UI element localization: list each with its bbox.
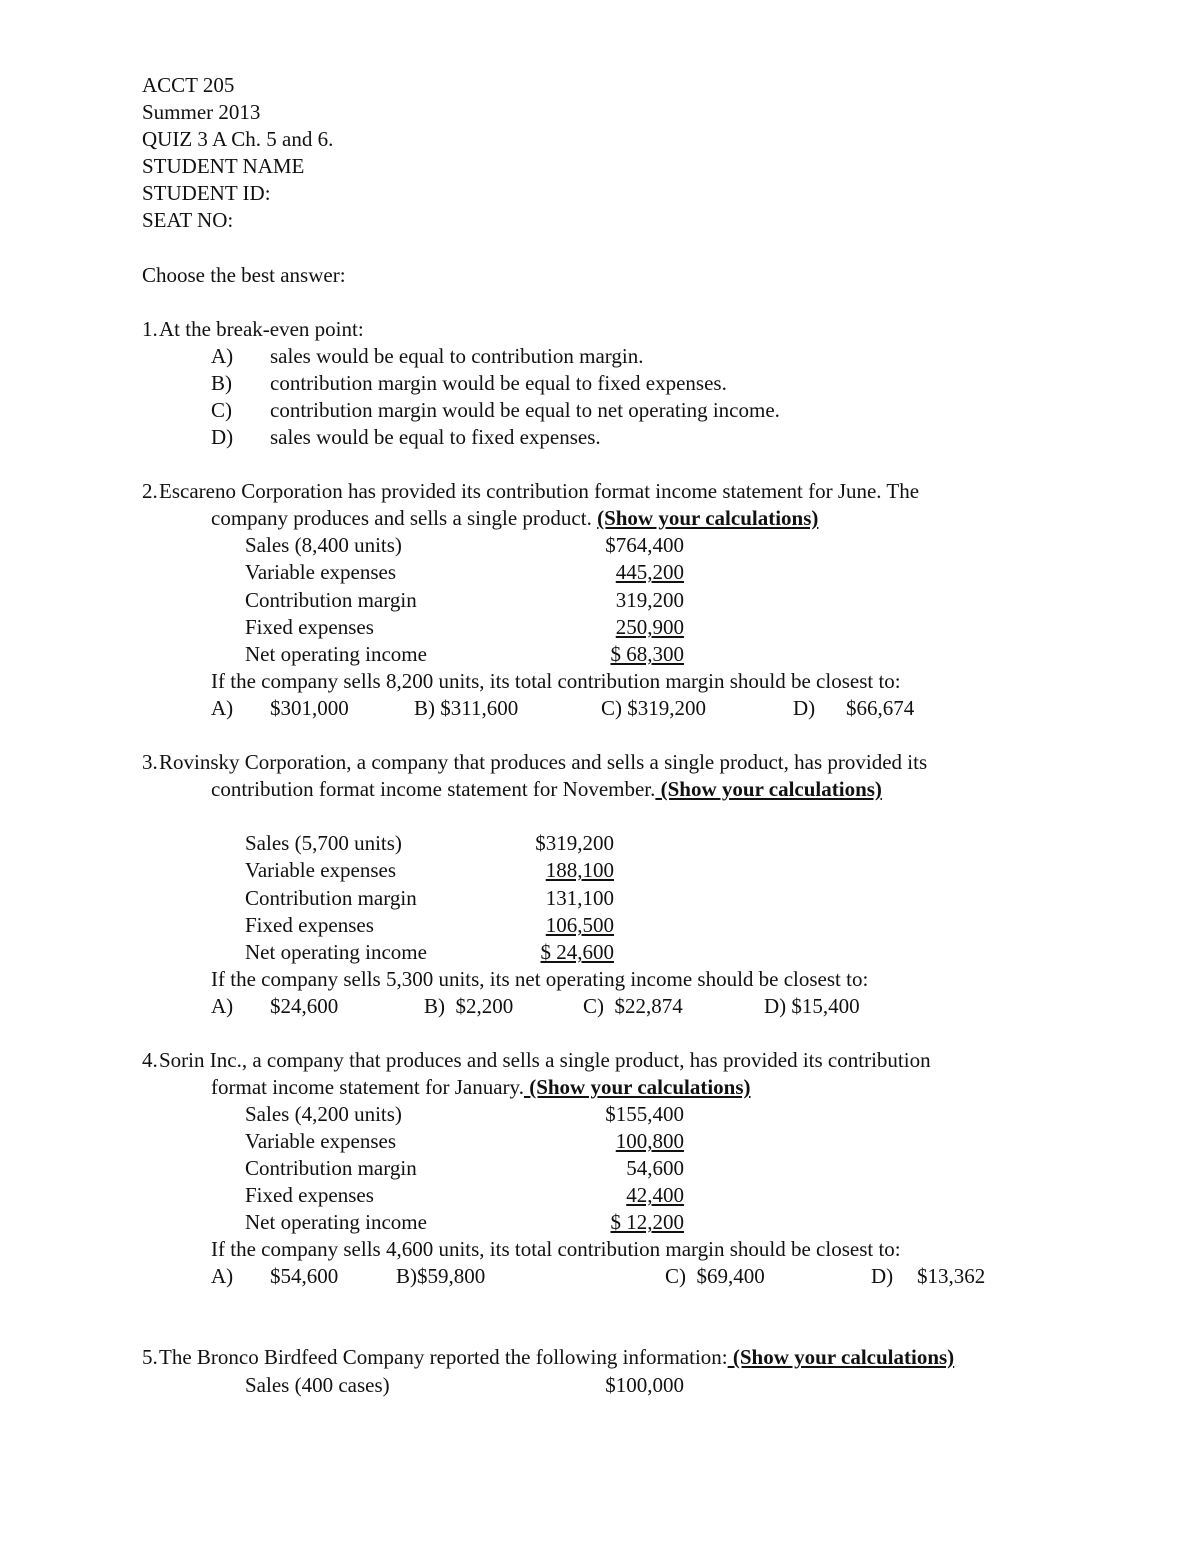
row-label: Fixed expenses [245,1183,374,1207]
option-letter: A) [211,1264,234,1288]
row-value: $764,400 [605,533,684,557]
question-text-continued [211,1074,751,1100]
row-value: 250,900 [615,615,684,639]
option-value: $54,600 [270,1264,339,1288]
option-text: contribution margin would be equal to fixed expenses. [270,371,727,395]
row-value: $155,400 [605,1102,684,1126]
option-value: $24,600 [270,994,339,1018]
row-label: Fixed expenses [245,615,374,639]
option-b: B) $311,600 [414,696,519,720]
question-text: Escareno Corporation has provided its contribution format income statement for June. The [159,479,920,503]
show-calculations-note: (Show your calculations) [655,777,882,801]
option-c: C) $22,874 [583,994,683,1018]
row-label: Contribution margin [245,1156,417,1180]
row-value: $319,200 [535,831,614,855]
question-text-line2: contribution format income statement for November. [211,777,656,801]
row-label: Contribution margin [245,588,417,612]
question-number: 1. [142,317,158,341]
option-letter: C) [211,398,232,422]
option-d: D) $15,400 [764,994,860,1018]
row-label: Variable expenses [245,1129,397,1153]
row-label: Net operating income [245,642,427,666]
show-calculations-note: (Show your calculations) [597,506,819,530]
row-value: 100,800 [615,1129,684,1153]
question-number: 2. [142,479,158,503]
question-prompt: If the company sells 8,200 units, its total contribution margin should be closest to: [211,669,901,693]
option-value: $301,000 [270,696,349,720]
option-letter: A) [211,344,234,368]
question-text-line2: company produces and sells a single product. [211,506,598,530]
course-code: ACCT 205 [142,73,235,97]
option-letter: A) [211,696,234,720]
question-text-continued [211,505,818,531]
row-value: $ 68,300 [610,642,684,666]
row-label: Net operating income [245,940,427,964]
row-label: Contribution margin [245,886,417,910]
row-value: 319,200 [615,588,684,612]
question-text [159,1344,954,1370]
option-letter: B) [211,371,232,395]
question-text-line2: format income statement for January. [211,1075,524,1099]
row-label: Sales (5,700 units) [245,831,402,855]
row-value-cell [470,912,614,938]
row-label: Variable expenses [245,858,397,882]
row-label: Variable expenses [245,560,397,584]
row-value-cell [540,1128,684,1154]
question-text: Sorin Inc., a company that produces and sells a single product, has provided its contribution [159,1048,931,1072]
row-label: Sales (4,200 units) [245,1102,402,1126]
option-b: B)$59,800 [396,1264,486,1288]
option-value: $13,362 [917,1264,986,1288]
quiz-title: QUIZ 3 A Ch. 5 and 6. [142,127,334,151]
row-value-cell [470,939,614,965]
option-letter: D) [871,1264,894,1288]
question-text-line1: The Bronco Birdfeed Company reported the following information: [159,1345,728,1369]
row-value-cell [540,641,684,667]
row-value-cell [470,857,614,883]
seat-no-label: SEAT NO: [142,208,234,232]
option-text: sales would be equal to fixed expenses. [270,425,601,449]
show-calculations-note: (Show your calculations) [523,1075,751,1099]
question-number: 3. [142,750,158,774]
question-prompt: If the company sells 5,300 units, its net operating income should be closest to: [211,967,869,991]
row-value-cell [540,614,684,640]
option-value: $66,674 [846,696,915,720]
question-prompt: If the company sells 4,600 units, its total contribution margin should be closest to: [211,1237,901,1261]
question-text: Rovinsky Corporation, a company that produces and sells a single product, has provided its [159,750,928,774]
row-label: Sales (8,400 units) [245,533,402,557]
question-number: 4. [142,1048,158,1072]
option-c: C) $319,200 [601,696,706,720]
show-calculations-note: (Show your calculations) [727,1345,955,1369]
term: Summer 2013 [142,100,261,124]
row-value: $ 24,600 [540,940,614,964]
row-value: 106,500 [545,913,614,937]
row-value-cell [540,1182,684,1208]
row-value: $ 12,200 [610,1210,684,1234]
option-letter: D) [793,696,816,720]
student-id-label: STUDENT ID: [142,181,271,205]
student-name-label: STUDENT NAME [142,154,305,178]
option-b: B) $2,200 [424,994,514,1018]
row-value-cell [540,1209,684,1235]
question-text-continued [211,776,882,802]
instructions: Choose the best answer: [142,263,346,287]
row-label: Sales (400 cases) [245,1373,390,1397]
row-label: Net operating income [245,1210,427,1234]
row-value: 445,200 [615,560,684,584]
option-letter: D) [211,425,234,449]
row-value: 188,100 [545,858,614,882]
option-c: C) $69,400 [665,1264,765,1288]
question-number: 5. [142,1345,158,1369]
row-value: $100,000 [605,1373,684,1397]
question-text: At the break-even point: [159,317,364,341]
row-value: 131,100 [545,886,614,910]
option-text: contribution margin would be equal to net operating income. [270,398,780,422]
row-value-cell [540,559,684,585]
option-letter: A) [211,994,234,1018]
row-value: 54,600 [626,1156,684,1180]
row-label: Fixed expenses [245,913,374,937]
row-value: 42,400 [626,1183,684,1207]
option-text: sales would be equal to contribution margin. [270,344,644,368]
